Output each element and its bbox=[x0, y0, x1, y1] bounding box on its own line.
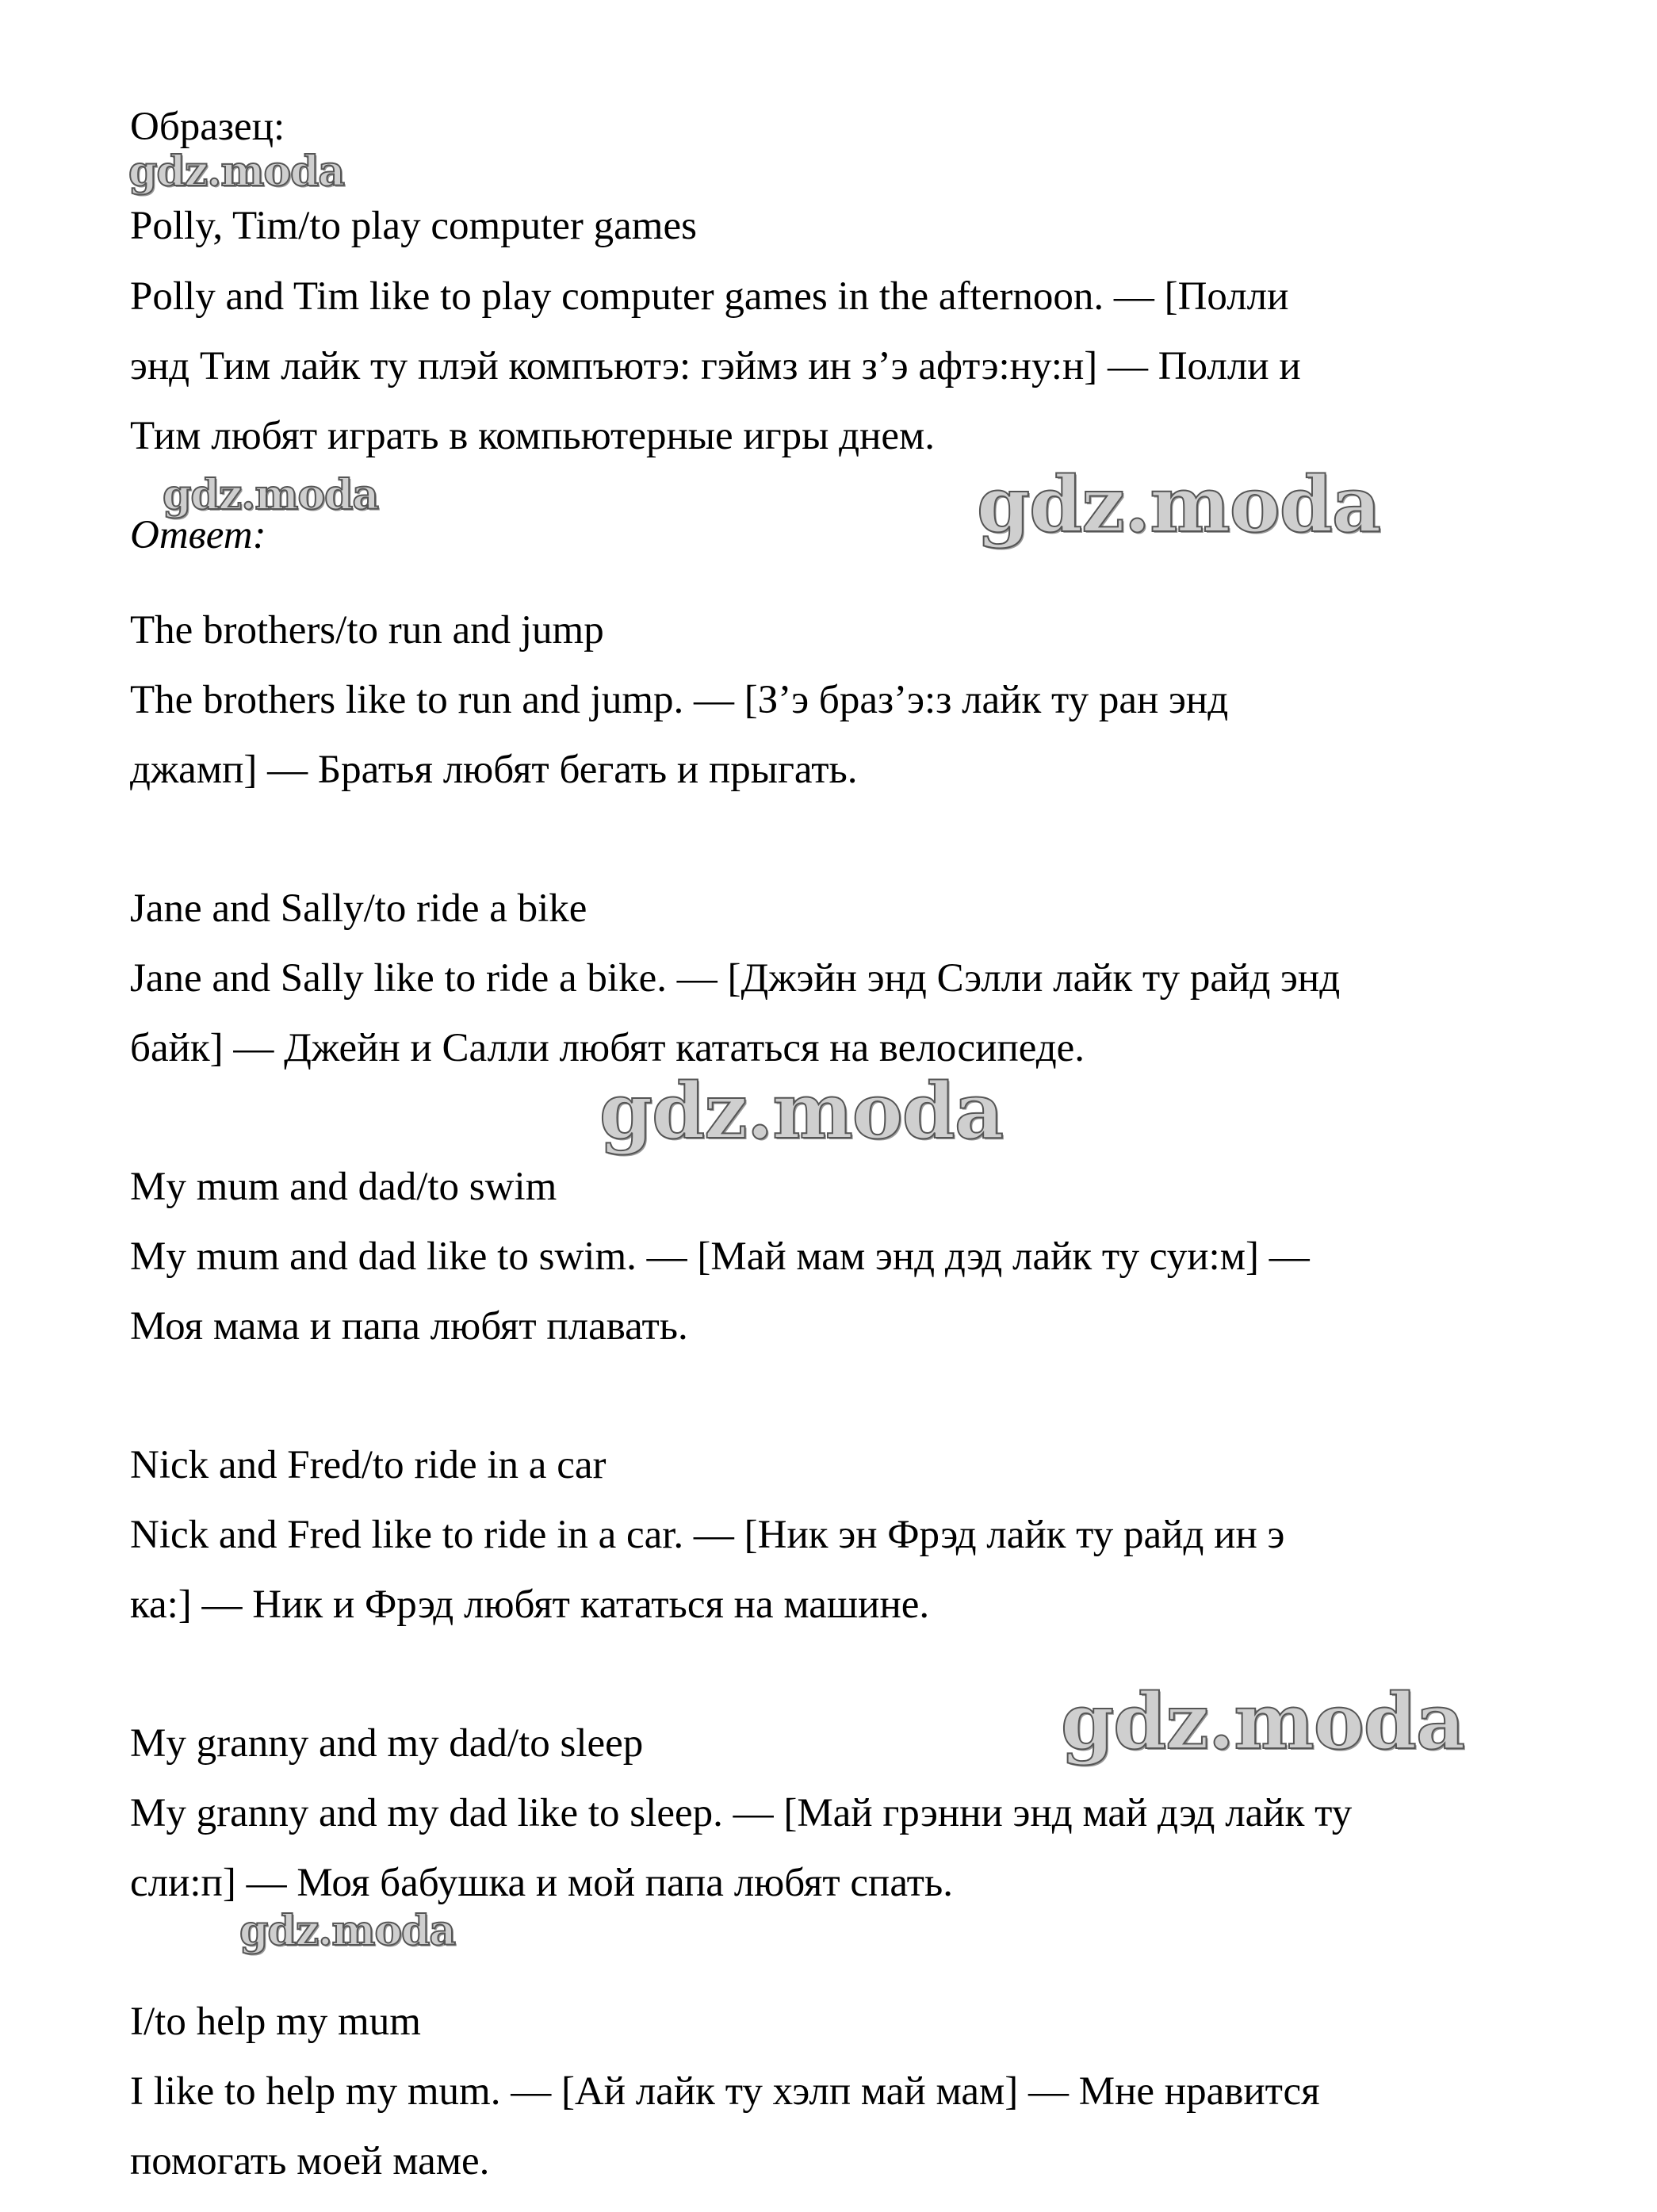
sample-prompt: Polly, Tim/to play computer games bbox=[130, 204, 697, 248]
answer-label: Ответ: bbox=[130, 513, 266, 557]
item-4-line-1: Nick and Fred like to ride in a car. — [Ник эн Фрэд лайк ту райд ин э bbox=[130, 1513, 1285, 1557]
watermark-logo: gdz.moda bbox=[128, 147, 345, 196]
watermark-logo: gdz.moda bbox=[239, 1907, 456, 1955]
item-1-line-2: джамп] — Братья любят бегать и прыгать. bbox=[130, 748, 858, 792]
item-3-line-1: My mum and dad like to swim. — [Май мам энд дэд лайк ту суи:м] — bbox=[130, 1234, 1310, 1279]
sample-answer-line-2: энд Тим лайк ту плэй компъютэ: гэймз ин з’э афтэ:ну:н] — Полли и bbox=[130, 344, 1301, 388]
item-5-prompt: My granny and my dad/to sleep bbox=[130, 1721, 644, 1766]
item-4-line-2: ка:] — Ник и Фрэд любят кататься на машине. bbox=[130, 1582, 930, 1627]
item-3-prompt: My mum and dad/to swim bbox=[130, 1165, 557, 1209]
item-1-line-1: The brothers like to run and jump. — [З’э браз’э:з лайк ту ран энд bbox=[130, 678, 1229, 722]
item-2-prompt: Jane and Sally/to ride a bike bbox=[130, 886, 587, 931]
item-6-line-2: помогать моей маме. bbox=[130, 2139, 490, 2183]
item-5-line-2: сли:п] — Моя бабушка и мой папа любят спать. bbox=[130, 1861, 953, 1905]
item-6-line-1: I like to help my mum. — [Ай лайк ту хэлп май мам] — Мне нравится bbox=[130, 2069, 1320, 2114]
sample-answer-line-3: Тим любят играть в компьютерные игры днем. bbox=[130, 414, 936, 458]
item-1-prompt: The brothers/to run and jump bbox=[130, 608, 604, 653]
sample-label: Образец: bbox=[130, 105, 285, 149]
item-4-prompt: Nick and Fred/to ride in a car bbox=[130, 1443, 607, 1487]
sample-answer-line-1: Polly and Tim like to play computer games in the afternoon. — [Полли bbox=[130, 274, 1289, 319]
item-2-line-2: байк] — Джейн и Салли любят кататься на велосипеде. bbox=[130, 1026, 1085, 1070]
item-5-line-1: My granny and my dad like to sleep. — [Май грэнни энд май дэд лайк ту bbox=[130, 1791, 1353, 1835]
watermark-logo: gdz.moda bbox=[163, 471, 379, 519]
watermark-logo: gdz.moda bbox=[1061, 1677, 1465, 1766]
item-2-line-1: Jane and Sally like to ride a bike. — [Джэйн энд Сэлли лайк ту райд энд bbox=[130, 956, 1341, 1001]
item-6-prompt: I/to help my mum bbox=[130, 2000, 421, 2044]
watermark-logo: gdz.moda bbox=[977, 460, 1381, 549]
item-3-line-2: Моя мама и папа любят плавать. bbox=[130, 1304, 688, 1349]
watermark-logo: gdz.moda bbox=[599, 1066, 1004, 1156]
